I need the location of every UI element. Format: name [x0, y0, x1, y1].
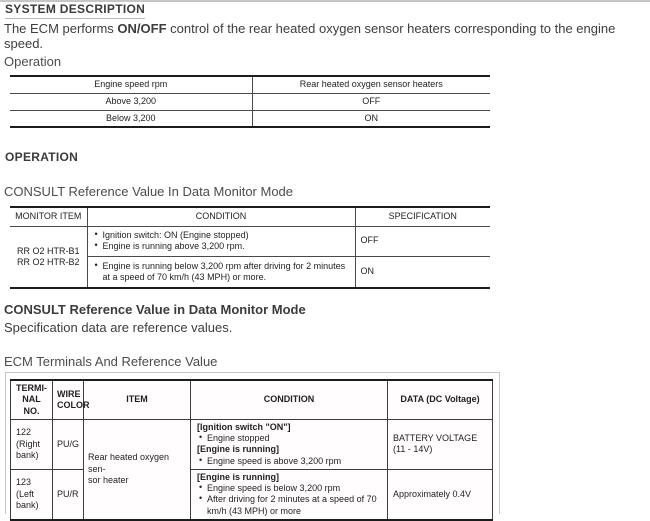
cell-wire-color: PU/G — [53, 419, 84, 469]
cell-conditions — [87, 226, 355, 256]
table-row — [11, 469, 493, 520]
header-cell-condition: CONDITION — [87, 207, 355, 226]
header-line: NO. — [23, 405, 40, 416]
header-line: NAL — [22, 394, 41, 405]
table-header-row — [10, 207, 490, 226]
cell-state: OFF — [252, 93, 490, 110]
condition-line: • Engine stopped — [197, 433, 383, 444]
condition-line: • Ignition switch: ON (Engine stopped) — [93, 230, 350, 241]
operation-heading: OPERATION — [5, 150, 79, 164]
cell-data — [388, 419, 493, 469]
condition-line: [Ignition switch "ON"] — [197, 421, 291, 432]
consult-monitor-table — [10, 206, 490, 289]
table-row — [10, 110, 490, 127]
body-text-bold: ON/OFF — [117, 21, 167, 36]
header-line: WIRE — [57, 388, 81, 399]
header-cell-heaters: Rear heated oxygen sensor heaters — [252, 76, 490, 93]
data-line: (11 - 14V) — [393, 444, 433, 455]
header-line: COLOR — [57, 399, 90, 410]
specification-note: Specification data are reference values. — [4, 320, 233, 335]
cell-item — [84, 419, 191, 520]
condition-line: [Engine is running] — [197, 471, 279, 482]
condition-line: • Engine speed is above 3,200 rpm — [197, 456, 383, 467]
operation-table — [10, 75, 490, 128]
cell-speed: Below 3,200 — [10, 110, 252, 127]
condition-line: • Engine is running above 3,200 rpm. — [93, 241, 350, 252]
condition-line: • Engine is running below 3,200 rpm after driving for 2 minutes at a speed of 70 km/h (43 MPH) or more. — [93, 261, 350, 284]
header-cell-data: DATA (DC Voltage) — [388, 380, 493, 419]
cell-terminal: 122 (Right bank) — [11, 419, 53, 469]
table-row — [11, 419, 493, 469]
cell-state: ON — [252, 110, 490, 127]
header-cell-engine-speed: Engine speed rpm — [94, 79, 168, 90]
header-line: TERMI- — [16, 383, 47, 393]
cell-monitor-items — [10, 226, 87, 288]
header-cell-specification: SPECIFICATION — [355, 207, 490, 226]
header-cell-monitor-item: MONITOR ITEM — [15, 211, 82, 222]
cell-terminal: 123 (Left bank) — [11, 469, 53, 520]
consult-reference-heading: CONSULT Reference Value in Data Monitor Mode — [4, 302, 306, 317]
header-cell-terminal-no — [11, 380, 53, 419]
cell-data — [388, 469, 493, 520]
system-description-text — [4, 21, 648, 51]
table-row — [10, 93, 490, 110]
header-cell-condition: CONDITION — [191, 380, 388, 419]
monitor-item: RR O2 HTR-B2 — [16, 256, 80, 267]
cell-condition — [191, 469, 388, 520]
condition-line: • After driving for 2 minutes at a speed of 70 km/h (43 MPH) or more — [197, 494, 383, 517]
condition-line: [Engine is running] — [197, 444, 279, 455]
operation-subheading: Operation — [4, 54, 62, 69]
consult-monitor-subheading: CONSULT Reference Value In Data Monitor Mode — [4, 184, 294, 199]
ecm-terminals-subheading: ECM Terminals And Reference Value — [4, 354, 218, 369]
cell-specification: ON — [355, 256, 490, 288]
ecm-terminals-table — [10, 379, 493, 521]
table-header-row — [11, 380, 493, 419]
scanned-image-frame — [5, 372, 500, 514]
data-line: BATTERY VOLTAGE — [393, 433, 478, 443]
body-text-prefix: The ECM performs — [4, 21, 118, 36]
cell-conditions — [87, 256, 355, 288]
body-text-suffix: control of the rear heated oxygen sensor heaters corresponding to the engine speed. — [4, 21, 616, 51]
cell-speed: Above 3,200 — [10, 93, 252, 110]
header-cell-item: ITEM — [84, 380, 191, 419]
table-row — [10, 226, 490, 256]
cell-condition — [191, 419, 388, 469]
cell-wire-color: PU/R — [53, 469, 84, 520]
condition-line: • Engine speed is below 3,200 rpm — [197, 483, 383, 494]
cell-specification: OFF — [355, 226, 490, 256]
item-line: Rear heated oxygen sen- — [88, 452, 170, 474]
header-cell-wire-color — [53, 380, 90, 419]
data-line: Approximately 0.4V — [393, 488, 472, 499]
monitor-item: RR O2 HTR-B1 — [16, 245, 80, 256]
table-header-row — [10, 76, 490, 93]
item-line: sor heater — [88, 474, 129, 485]
system-description-heading: SYSTEM DESCRIPTION — [5, 2, 145, 19]
